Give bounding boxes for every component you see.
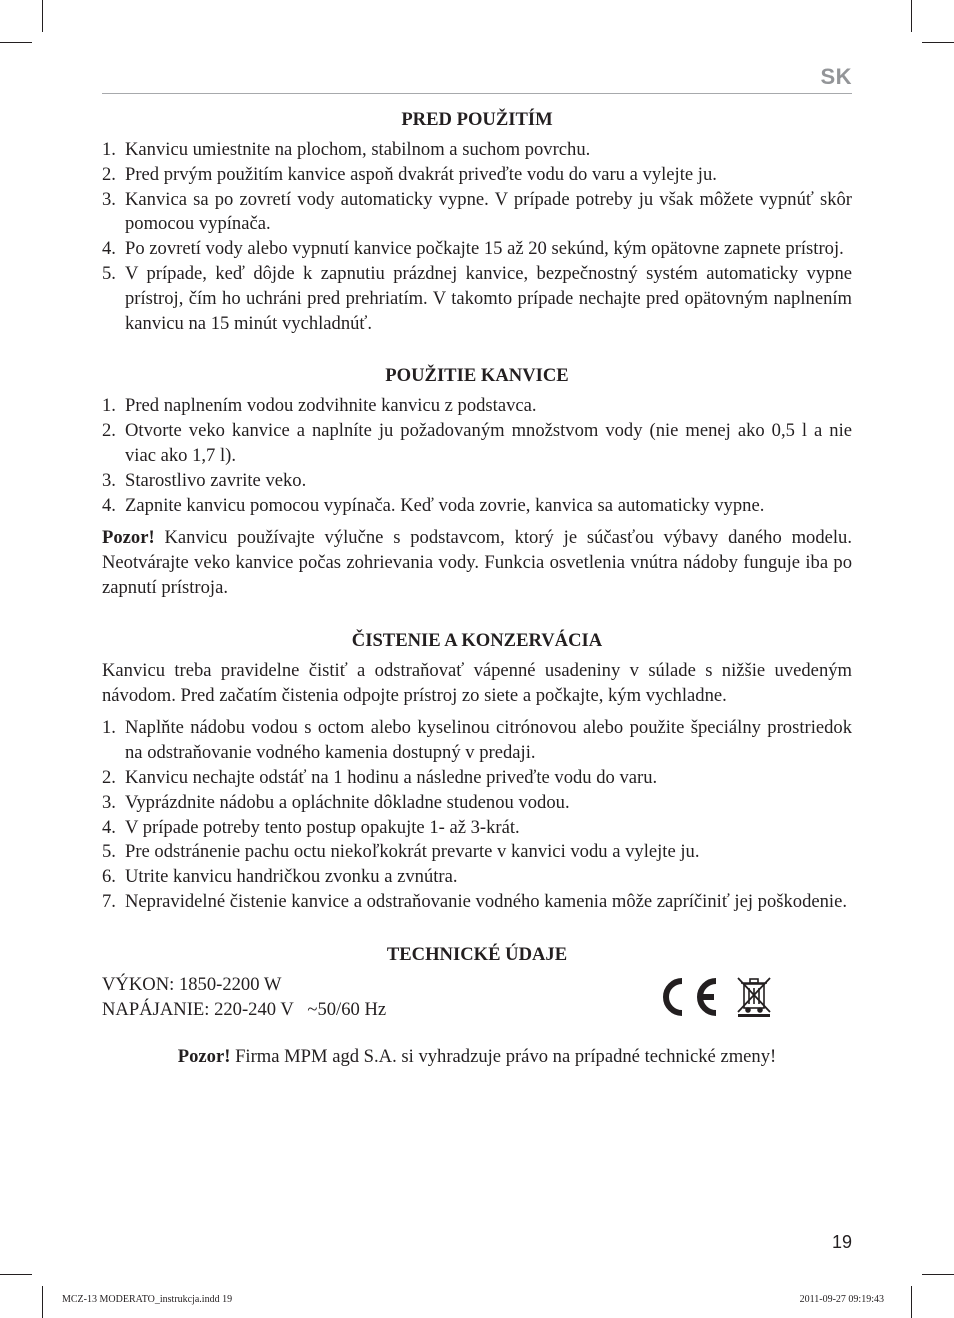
list-item: 5. V prípade, keď dôjde k zapnutiu prázdnej kanvice, bezpečnostný systém automaticky vypne prístroj, čím ho uchráni pred prehriatím. V takomto prípade nechajte pred opätovným naplnením kanvicu na 15 minút vychladnúť. (102, 262, 852, 334)
list-before-use (102, 138, 852, 336)
list-item: 6. Utrite kanvicu handričkou zvonku a zvnútra. (102, 866, 458, 888)
crop-mark (911, 1286, 912, 1318)
list-cleaning (102, 716, 852, 914)
list-item: 4. Zapnite kanvicu pomocou vypínača. Keď voda zovrie, kanvica sa automaticky vypne. (102, 494, 765, 516)
list-item: 3. Vyprázdnite nádobu a opláchnite dôkladne studenou vodou. (102, 791, 570, 813)
crop-mark (42, 1286, 43, 1318)
crop-mark (911, 0, 912, 32)
page-content (102, 104, 852, 1088)
language-code: SK (820, 64, 852, 89)
list-item: 1. Naplňte nádobu vodou s octom alebo kyselinou citrónovou alebo použite špeciálny prostriedok na odstraňovanie vodného kamenia dostupný v predaji. (102, 717, 852, 764)
cleaning-intro: Kanvicu treba pravidelne čistiť a odstraňovať vápenné usadeniny v súlade s nižšie uvedeným návodom. Pred začatím čistenia odpojte prístroj zo siete a počkajte, kým vychladne. (102, 659, 852, 706)
slug-date: 2011-09-27 09:19:43 (799, 1294, 884, 1305)
usage-warning: Pozor! Kanvicu používajte výlučne s podstavcom, ktorý je súčasťou výbavy daného modelu. Neotvárajte veko kanvice počas zohrievania vody. Funkcia osvetlenia vnútra nádoby funguje iba po zapnutí prístroja. (102, 527, 852, 598)
list-item: 2. Otvorte veko kanvice a naplníte ju požadovaným množstvom vody (nie menej ako 0,5 l a nie viac ako 1,7 l). (102, 420, 852, 466)
section-title-usage: POUŽITIE KANVICE (385, 365, 569, 387)
final-warning: Pozor! Firma MPM agd S.A. si vyhradzuje právo na prípadné technické zmeny! (177, 1045, 777, 1067)
section-title-before-use: PRED POUŽITÍM (401, 109, 553, 130)
crop-mark (922, 1274, 954, 1275)
list-item: 1. Kanvicu umiestnite na plochom, stabilnom a suchom povrchu. (102, 139, 591, 160)
section-title-tech: TECHNICKÉ ÚDAJE (386, 943, 568, 965)
list-item: 3. Kanvica sa po zovretí vody automaticky vypne. V prípade potreby ju však môžete vypnúť skôr pomocou vypínača. (102, 188, 852, 235)
tech-specs (102, 973, 852, 1021)
list-item: 2. Pred prvým použitím kanvice aspoň dvakrát priveďte vodu do varu a vylejte ju. (102, 163, 717, 185)
power-spec: VÝKON: 1850-2200 W (102, 973, 282, 995)
list-item: 7. Nepravidelné čistenie kanvice a odstraňovanie vodného kamenia môže zapríčiniť jej poškodenie. (102, 890, 847, 912)
list-usage (102, 394, 852, 518)
slug-file-info: MCZ-13 MODERATO_instrukcja.indd 19 (62, 1294, 233, 1305)
page-number: 19 (831, 1232, 852, 1252)
supply-spec: NAPÁJANIE: 220-240 V ~50/60 Hz (102, 998, 387, 1020)
list-item: 2. Kanvicu nechajte odstáť na 1 hodinu a následne priveďte vodu do varu. (102, 766, 658, 788)
crop-mark (42, 0, 43, 32)
certification-marks (658, 975, 778, 1027)
section-title-cleaning: ČISTENIE A KONZERVÁCIA (351, 629, 603, 651)
list-item: 1. Pred naplnením vodou zodvihnite kanvicu z podstavca. (102, 395, 537, 417)
crop-mark (0, 1274, 32, 1275)
list-item: 3. Starostlivo zavrite veko. (102, 469, 307, 491)
crop-mark (922, 42, 954, 43)
list-item: 4. V prípade potreby tento postup opakujte 1- až 3-krát. (102, 816, 520, 838)
crop-mark (0, 42, 32, 43)
list-item: 4. Po zovretí vody alebo vypnutí kanvice počkajte 15 až 20 sekúnd, kým opätovne zapnete prístroj. (102, 238, 844, 260)
ce-mark-icon (666, 981, 716, 1013)
weee-crossed-bin-icon (738, 978, 770, 1017)
list-item: 5. Pre odstránenie pachu octu niekoľkokrát prevarte v kanvici vodu a vylejte ju. (102, 841, 700, 863)
header-rule (102, 93, 852, 94)
